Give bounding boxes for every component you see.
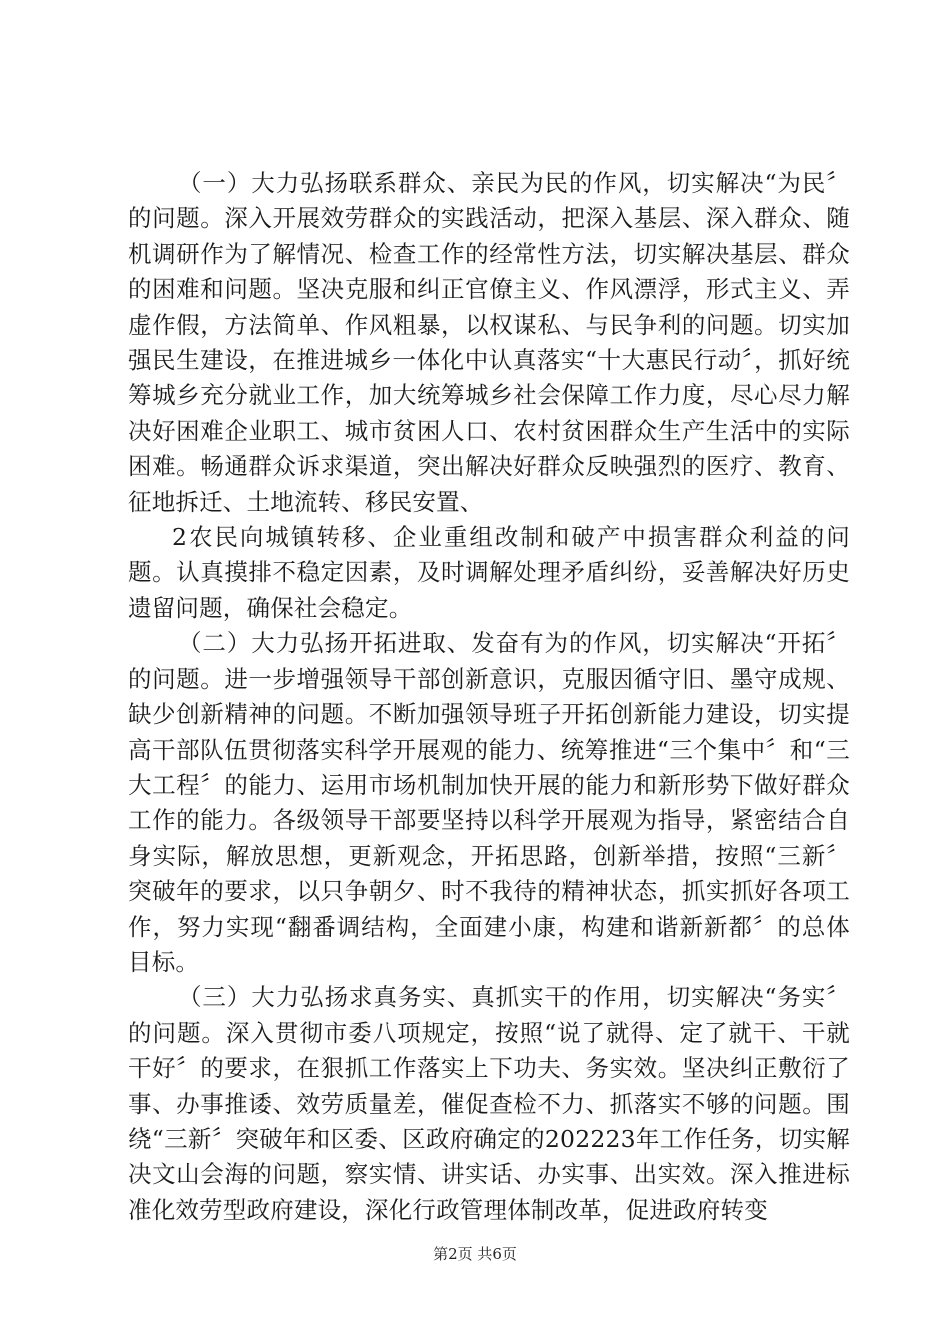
page-footer: 第2页 共6页 xyxy=(433,1245,517,1263)
paragraph-section-3: （三）大力弘扬求真务实、真抓实干的作用，切实解决“务实〞的问题。深入贯彻市委八项规定，按照“说了就得、定了就干、干就干好〞的要求，在狠抓工作落实上下功夫、务实效。坚决纠正敷衍了事、办事推诿、效劳质量差，催促查检不力、抓落实不够的问题。围绕“三新〞突破年和区委、区政府确定的202223年工作任务，切实解决文山会海的问题，察实情、讲实话、办实事、出实效。深入推进标准化效劳型政府建设，深化行政管理体制改革，促进政府转变 xyxy=(128,983,850,1224)
paragraph-section-1: （一）大力弘扬联系群众、亲民为民的作风，切实解决“为民〞的问题。深入开展效劳群众的实践活动，把深入基层、深入群众、随机调研作为了解情况、检查工作的经常性方法，切实解决基层、群众的困难和问题。坚决克服和纠正官僚主义、作风漂浮，形式主义、弄虚作假，方法简单、作风粗暴，以权谋私、与民争利的问题。切实加强民生建设，在推进城乡一体化中认真落实“十大惠民行动〞，抓好统筹城乡充分就业工作，加大统筹城乡社会保障工作力度，尽心尽力解决好困难企业职工、城市贫困人口、农村贫困群众生产生活中的实际困难。畅通群众诉求渠道，突出解决好群众反映强烈的医疗、教育、征地拆迁、土地流转、移民安置、 xyxy=(128,169,850,516)
document-body xyxy=(128,166,850,1228)
paragraph-continuation: 2农民向城镇转移、企业重组改制和破产中损害群众利益的问题。认真摸排不稳定因素，及时调解处理矛盾纠纷，妥善解决好历史遗留问题，确保社会稳定。 xyxy=(128,523,850,622)
paragraph-section-2: （二）大力弘扬开拓进取、发奋有为的作风，切实解决“开拓〞的问题。进一步增强领导干部创新意识，克服因循守旧、墨守成规、缺少创新精神的问题。不断加强领导班子开拓创新能力建设，切实提高干部队伍贯彻落实科学开展观的能力、统筹推进“三个集中〞和“三大工程〞的能力、运用市场机制加快开展的能力和新形势下做好群众工作的能力。各级领导干部要坚持以科学开展观为指导，紧密结合自身实际，解放思想，更新观念，开拓思路，创新举措，按照“三新〞突破年的要求，以只争朝夕、时不我待的精神状态，抓实抓好各项工作，努力实现“翻番调结构，全面建小康，构建和谐新新都〞的总体目标。 xyxy=(128,629,850,976)
